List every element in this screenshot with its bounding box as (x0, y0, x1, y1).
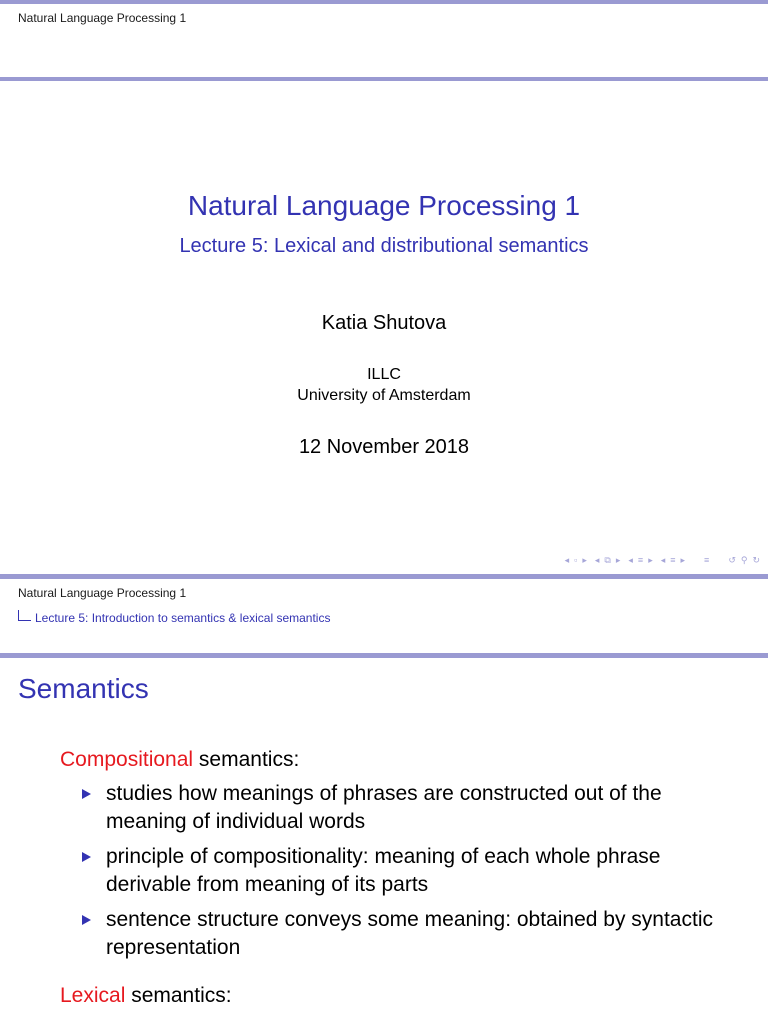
nav-prev-part-icon[interactable]: ◂ (660, 555, 666, 565)
slide-subtitle: Lecture 5: Lexical and distributional semantics (179, 235, 589, 257)
presentation-date: 12 November 2018 (298, 436, 470, 458)
navigation-bar (565, 555, 760, 565)
institute-line-2: University of Amsterdam (297, 387, 471, 404)
bullet-triangle-icon (82, 789, 91, 799)
nav-forward-icon[interactable]: ↻ (752, 555, 760, 565)
lexical-rest: semantics: (125, 984, 232, 1007)
author-name: Katia Shutova (321, 312, 447, 334)
slide-title: Natural Language Processing 1 (187, 190, 581, 221)
lexical-heading (60, 982, 740, 1010)
slide2-header-rule (0, 653, 768, 658)
nav-next-frame-icon[interactable]: ▸ (582, 555, 587, 565)
compositional-heading (60, 746, 740, 774)
list-item (82, 843, 740, 899)
bullet-text: studies how meanings of phrases are constructed out of the meaning of individual words (106, 782, 662, 833)
tree-corner-icon (18, 610, 31, 621)
nav-next-part-icon[interactable]: ▸ (680, 555, 686, 565)
slide-body (60, 746, 740, 1010)
bullet-text: principle of compositionality: meaning of each whole phrase derivable from meaning of its parts (106, 845, 661, 896)
nav-prev-section-icon[interactable]: ◂ (594, 555, 600, 565)
list-item (82, 906, 740, 962)
slide-separator-rule (0, 574, 768, 579)
nav-align-icon[interactable]: ≡ (704, 555, 710, 565)
institute-line-1: ILLC (367, 366, 401, 383)
nav-search-icon[interactable]: ↺ (728, 555, 736, 565)
compositional-rest: semantics: (193, 748, 300, 771)
nav-section-icon[interactable]: ⧉ (604, 555, 611, 565)
compositional-bullets (60, 780, 740, 962)
top-rule (0, 0, 768, 4)
nav-prev-frame-icon[interactable]: ◂ (564, 555, 570, 565)
bullet-triangle-icon (82, 852, 91, 862)
header-rule (0, 77, 768, 81)
nav-prev-subsection-icon[interactable]: ◂ (628, 555, 633, 565)
frame-title: Semantics (18, 673, 149, 704)
compositional-term: Compositional (60, 748, 194, 771)
nav-next-subsection-icon[interactable]: ▸ (648, 555, 653, 565)
bullet-triangle-icon (82, 915, 91, 925)
breadcrumb-section: Lecture 5: Introduction to semantics & lexical semantics (35, 611, 331, 625)
nav-part-icon[interactable]: ≡ (670, 555, 676, 565)
nav-subsection-icon[interactable]: ≡ (637, 555, 644, 565)
slide1-header: Natural Language Processing 1 (18, 11, 187, 25)
lexical-term: Lexical (60, 984, 126, 1007)
bullet-text: sentence structure conveys some meaning: obtained by syntactic representation (106, 908, 713, 959)
nav-zoom-icon[interactable]: ⚲ (740, 555, 748, 565)
slide2-header: Natural Language Processing 1 (18, 586, 187, 600)
list-item (82, 780, 740, 836)
nav-frame-icon[interactable]: ▫ (574, 555, 578, 565)
nav-next-section-icon[interactable]: ▸ (615, 555, 621, 565)
breadcrumb (18, 610, 330, 625)
